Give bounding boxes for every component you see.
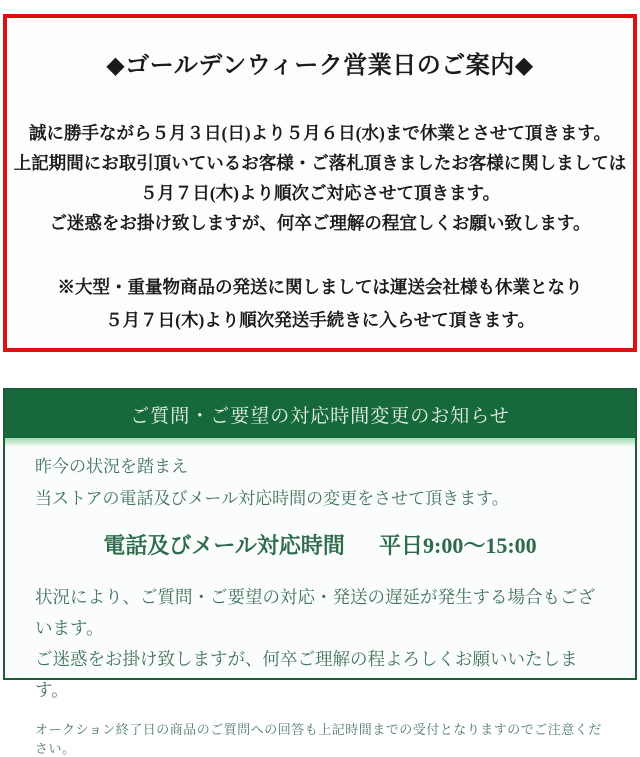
- golden-week-body: [7, 118, 633, 238]
- support-hours-footnote: オークション終了日の商品のご質問への回答も上記時間までの受付となりますのでご注意ください。: [35, 722, 602, 756]
- notice-line: 昨今の状況を踏まえ: [35, 457, 188, 476]
- notice-line: 当ストアの電話及びメール対応時間の変更をさせて頂きます。: [35, 489, 509, 508]
- notice-line: ご迷惑をお掛け致しますが、何卒ご理解の程よろしくお願いいたします。: [35, 649, 578, 700]
- notice-page: [0, 14, 640, 756]
- notice-line: 状況により、ご質問・ご要望の対応・発送の遅延が発生する場合もございます。: [35, 587, 595, 638]
- notice-line: 上記期間にお取引頂いているお客様・ご落札頂きましたお客様に関しましては: [13, 153, 627, 173]
- support-hours-notice-box: [3, 388, 637, 756]
- header-fade-divider: [5, 438, 635, 447]
- support-hours-value: 平日9:00～15:00: [379, 533, 537, 558]
- support-hours-header-title: ご質問・ご要望の対応時間変更のお知らせ: [130, 405, 510, 427]
- support-hours-header-bar: [5, 390, 635, 438]
- notice-line: ５月７日(木)より順次発送手続きに入らせて頂きます。: [105, 310, 535, 330]
- notice-line: ５月７日(木)より順次ご対応させて頂きます。: [139, 183, 501, 203]
- support-hours-paragraph: [35, 582, 605, 706]
- support-hours-label: 電話及びメール対応時間: [103, 533, 345, 558]
- golden-week-shipping-note: [7, 271, 633, 337]
- golden-week-title: ◆ゴールデンウィーク営業日のご案内◆: [106, 53, 534, 79]
- support-hours-line: [35, 529, 605, 560]
- notice-line: 誠に勝手ながら５月３日(日)より５月６日(水)まで休業とさせて頂きます。: [29, 123, 611, 143]
- notice-line: ※大型・重量物商品の発送に関しましては運送会社様も休業となり: [57, 277, 583, 297]
- notice-line: ご迷惑をお掛け致しますが、何卒ご理解の程宜しくお願い致します。: [49, 213, 591, 233]
- support-hours-intro: [35, 451, 605, 515]
- golden-week-notice-box: [3, 14, 637, 352]
- support-hours-body: [5, 451, 635, 757]
